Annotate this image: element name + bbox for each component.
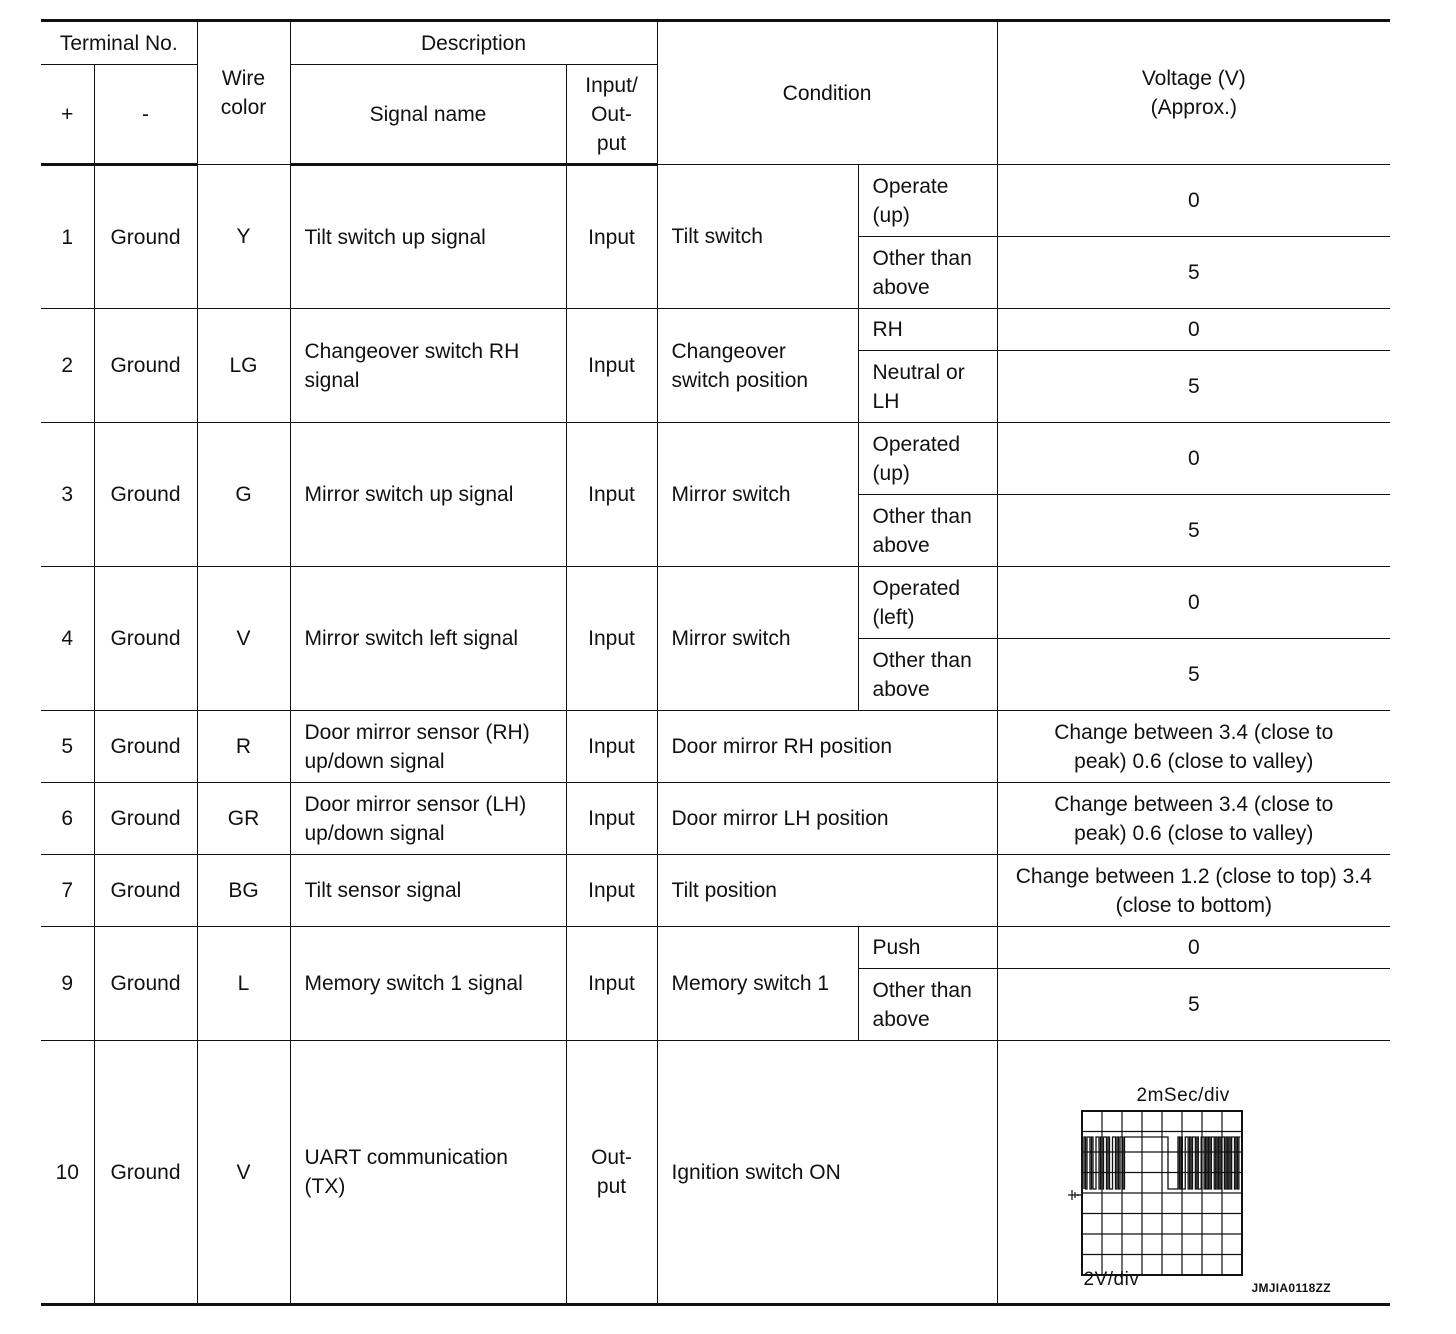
terminal-minus: Ground: [94, 423, 197, 567]
condition-state: Neutral or LH: [858, 351, 997, 423]
wire-color: V: [197, 567, 290, 711]
header-input-output: Input/ Out- put: [566, 65, 657, 165]
terminal-minus: Ground: [94, 165, 197, 309]
terminal-plus: 1: [41, 165, 94, 309]
terminal-plus: 5: [41, 711, 94, 783]
image-id-label: JMJIA0118ZZ: [1251, 1281, 1331, 1295]
condition: Mirror switch: [657, 567, 858, 711]
terminal-plus: 10: [41, 1041, 94, 1305]
input-output: Input: [566, 783, 657, 855]
condition-state: Other than above: [858, 237, 997, 309]
wire-color: V: [197, 1041, 290, 1305]
condition: Mirror switch: [657, 423, 858, 567]
table-row: [41, 855, 1390, 927]
terminal-plus: 4: [41, 567, 94, 711]
signal-name: Memory switch 1 signal: [290, 927, 566, 1041]
input-output: Input: [566, 309, 657, 423]
voltage-value: Change between 3.4 (close to peak) 0.6 (close to valley): [997, 711, 1390, 783]
condition-state: Other than above: [858, 495, 997, 567]
signal-name: Tilt sensor signal: [290, 855, 566, 927]
condition: Door mirror LH position: [657, 783, 997, 855]
input-output: Out- put: [566, 1041, 657, 1305]
table-row: [41, 309, 1390, 351]
oscilloscope-waveform: [998, 1041, 1391, 1303]
signal-name: Mirror switch up signal: [290, 423, 566, 567]
condition-state: RH: [858, 309, 997, 351]
header-minus: -: [94, 65, 197, 165]
condition-state: Other than above: [858, 969, 997, 1041]
table-row: [41, 783, 1390, 855]
voltage-value: 5: [997, 495, 1390, 567]
header-plus: +: [41, 65, 94, 165]
terminal-minus: Ground: [94, 567, 197, 711]
table-row: [41, 1041, 1390, 1305]
input-output: Input: [566, 711, 657, 783]
terminal-minus: Ground: [94, 309, 197, 423]
signal-name: Changeover switch RH signal: [290, 309, 566, 423]
terminal-voltage-table: [41, 19, 1390, 1306]
table-row: [41, 423, 1390, 495]
wire-color: G: [197, 423, 290, 567]
input-output: Input: [566, 567, 657, 711]
terminal-plus: 3: [41, 423, 94, 567]
input-output: Input: [566, 165, 657, 309]
table-row: [41, 567, 1390, 639]
voltage-value: 5: [997, 639, 1390, 711]
input-output: Input: [566, 855, 657, 927]
oscilloscope-figure: [998, 1041, 1391, 1303]
volt-div-label: 2V/div: [1083, 1269, 1140, 1290]
wire-color: R: [197, 711, 290, 783]
terminal-plus: 9: [41, 927, 94, 1041]
wire-color: GR: [197, 783, 290, 855]
signal-name: Door mirror sensor (LH) up/down signal: [290, 783, 566, 855]
voltage-value: 0: [997, 567, 1390, 639]
terminal-plus: 6: [41, 783, 94, 855]
voltage-value: 0: [997, 423, 1390, 495]
terminal-minus: Ground: [94, 711, 197, 783]
wire-color: LG: [197, 309, 290, 423]
input-output: Input: [566, 927, 657, 1041]
time-div-label: 2mSec/div: [1136, 1085, 1230, 1106]
header-description: Description: [290, 21, 657, 65]
condition: Tilt switch: [657, 165, 858, 309]
signal-name: Mirror switch left signal: [290, 567, 566, 711]
voltage-value: Change between 3.4 (close to peak) 0.6 (close to valley): [997, 783, 1390, 855]
table-row: [41, 711, 1390, 783]
oscilloscope-cell: [997, 1041, 1390, 1305]
voltage-value: 0: [997, 927, 1390, 969]
table-row: [41, 165, 1390, 237]
header-wire-color: Wire color: [197, 21, 290, 165]
header-condition: Condition: [657, 21, 997, 165]
wire-color: L: [197, 927, 290, 1041]
condition: Ignition switch ON: [657, 1041, 997, 1305]
condition-state: Other than above: [858, 639, 997, 711]
condition-state: Operated (up): [858, 423, 997, 495]
signal-name: Tilt switch up signal: [290, 165, 566, 309]
wire-color: Y: [197, 165, 290, 309]
header-voltage: Voltage (V) (Approx.): [997, 21, 1390, 165]
condition: Memory switch 1: [657, 927, 858, 1041]
voltage-value: 5: [997, 969, 1390, 1041]
signal-name: Door mirror sensor (RH) up/down signal: [290, 711, 566, 783]
condition: Tilt position: [657, 855, 997, 927]
terminal-plus: 7: [41, 855, 94, 927]
condition: Changeover switch position: [657, 309, 858, 423]
wire-color: BG: [197, 855, 290, 927]
terminal-minus: Ground: [94, 783, 197, 855]
terminal-minus: Ground: [94, 1041, 197, 1305]
header-terminal-no: Terminal No.: [41, 21, 197, 65]
condition-state: Operated (left): [858, 567, 997, 639]
signal-name: UART communication (TX): [290, 1041, 566, 1305]
table-row: [41, 927, 1390, 969]
condition: Door mirror RH position: [657, 711, 997, 783]
voltage-value: Change between 1.2 (close to top) 3.4 (close to bottom): [997, 855, 1390, 927]
voltage-value: 0: [997, 165, 1390, 237]
voltage-value: 0: [997, 309, 1390, 351]
header-signal-name: Signal name: [290, 65, 566, 165]
voltage-value: 5: [997, 237, 1390, 309]
condition-state: Operate (up): [858, 165, 997, 237]
terminal-minus: Ground: [94, 855, 197, 927]
voltage-value: 5: [997, 351, 1390, 423]
terminal-plus: 2: [41, 309, 94, 423]
input-output: Input: [566, 423, 657, 567]
condition-state: Push: [858, 927, 997, 969]
terminal-minus: Ground: [94, 927, 197, 1041]
terminal-table-wrapper: [41, 19, 1390, 1306]
